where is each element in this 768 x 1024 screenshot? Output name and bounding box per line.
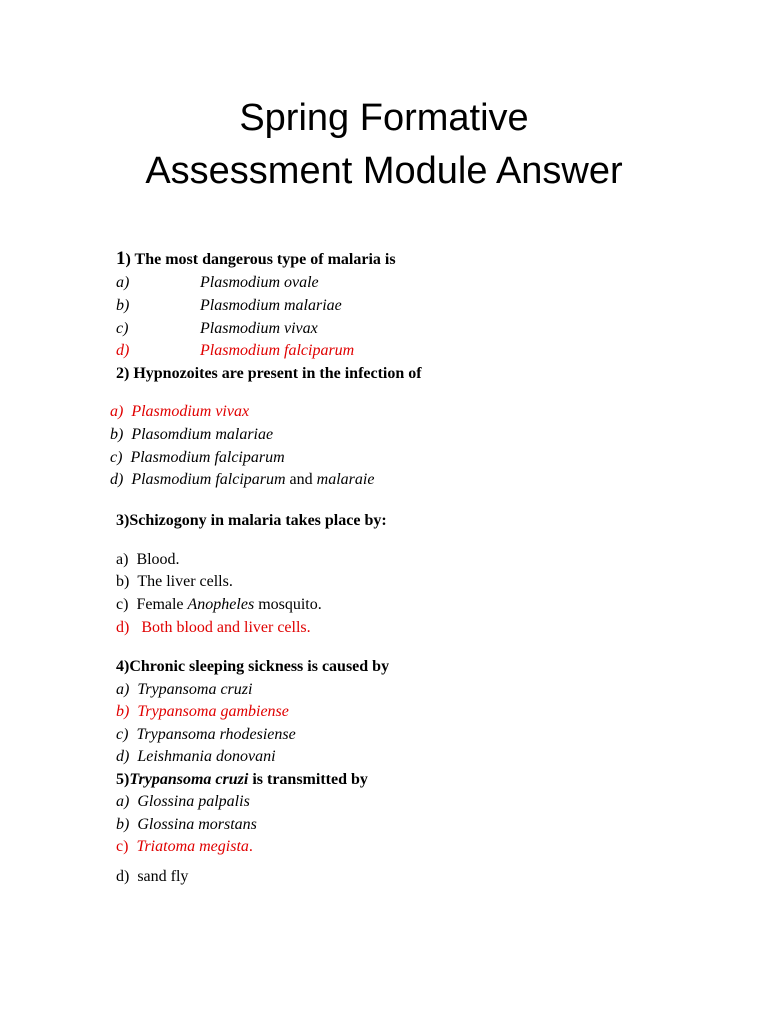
q2-option-c-text: Plasmodium falciparum (130, 449, 285, 466)
q5-option-c-correct (116, 837, 253, 857)
q3-option-d-label: d) (116, 619, 130, 636)
q2-option-b (110, 425, 273, 445)
q4-option-d-label: d) (116, 748, 130, 765)
q1-option-d-correct (116, 341, 354, 361)
q5-option-c-text: Triatoma megista (136, 838, 249, 855)
q3-option-d-correct (116, 618, 311, 638)
q3-option-b (116, 572, 233, 592)
q2-option-d-label: d) (110, 471, 124, 488)
q5-option-b-label: b) (116, 816, 130, 833)
q3-option-c-label: c) (116, 596, 129, 613)
question-1-text: ) The most dangerous type of malaria is (125, 251, 396, 268)
q1-option-a-text: Plasmodium ovale (200, 274, 319, 291)
question-2: 2) Hypnozoites are present in the infection of (116, 365, 422, 382)
q5-option-a-text: Glossina palpalis (137, 793, 250, 810)
q5-option-b (116, 815, 257, 835)
q2-option-a-text: Plasmodium vivax (131, 403, 250, 420)
q4-option-b-text: Trypansoma gambiense (137, 703, 289, 720)
q1-option-b-label: b) (116, 297, 130, 314)
q4-option-a-text: Trypansoma cruzi (137, 681, 253, 698)
q2-option-d-text: Plasmodium falciparum (131, 471, 286, 488)
q2-option-d (110, 470, 374, 490)
q4-option-c-label: c) (116, 726, 129, 743)
q5-option-a (116, 792, 250, 812)
question-4: 4)Chronic sleeping sickness is caused by (116, 658, 390, 675)
q5-option-d-text: sand fly (137, 868, 189, 885)
q2-option-a-label: a) (110, 403, 124, 420)
q2-option-b-text: Plasomdium malariae (131, 426, 274, 443)
q4-option-d-text: Leishmania donovani (137, 748, 276, 765)
q3-option-d-text: Both blood and liver cells. (141, 619, 311, 636)
q1-option-d-text: Plasmodium falciparum (200, 342, 355, 359)
q3-option-a-label: a) (116, 551, 129, 568)
q1-option-c (116, 319, 318, 339)
q5-option-d-label: d) (116, 868, 130, 885)
question-5-prefix: 5) (116, 771, 130, 788)
q2-option-c-label: c) (110, 449, 123, 466)
q1-option-c-label: c) (116, 320, 129, 337)
q1-option-a-label: a) (116, 274, 130, 291)
q3-option-c-italic: Anopheles (187, 596, 255, 613)
q4-option-b-label: b) (116, 703, 130, 720)
question-5-italic: Trypansoma cruzi (129, 771, 249, 788)
q5-option-c-suffix: . (248, 838, 253, 855)
q2-option-c (110, 448, 285, 468)
q2-option-a-correct (110, 402, 249, 422)
page-title-line-2: Assessment Module Answer (145, 150, 623, 192)
q4-option-c (116, 725, 296, 745)
page-title-line-1: Spring Formative (239, 97, 529, 139)
q5-option-c-label: c) (116, 838, 129, 855)
q1-option-a (116, 273, 319, 293)
question-5 (116, 770, 368, 790)
q4-option-a-label: a) (116, 681, 130, 698)
q3-option-a-text: Blood. (136, 551, 180, 568)
question-3: 3)Schizogony in malaria takes place by: (116, 512, 387, 529)
q4-option-d (116, 747, 276, 767)
q2-option-d-conjunction: and (285, 471, 317, 488)
q3-option-a (116, 550, 180, 570)
q2-option-b-label: b) (110, 426, 124, 443)
q4-option-c-text: Trypansoma rhodesiense (136, 726, 296, 743)
q1-option-b (116, 296, 342, 316)
q2-option-d-text2: malaraie (316, 471, 375, 488)
question-1 (116, 249, 396, 270)
q3-option-c-text2: mosquito. (254, 596, 322, 613)
q3-option-b-label: b) (116, 573, 130, 590)
q4-option-b-correct (116, 702, 289, 722)
question-5-text: is transmitted by (248, 771, 368, 788)
q3-option-b-text: The liver cells. (137, 573, 233, 590)
q1-option-d-label: d) (116, 342, 130, 359)
q3-option-c (116, 595, 322, 615)
q1-option-c-text: Plasmodium vivax (200, 320, 318, 337)
q5-option-b-text: Glossina morstans (137, 816, 257, 833)
q4-option-a (116, 680, 252, 700)
question-1-number: 1 (116, 248, 126, 269)
q3-option-c-text: Female (136, 596, 188, 613)
q5-option-d (116, 867, 188, 887)
q1-option-b-text: Plasmodium malariae (200, 297, 342, 314)
q5-option-a-label: a) (116, 793, 130, 810)
